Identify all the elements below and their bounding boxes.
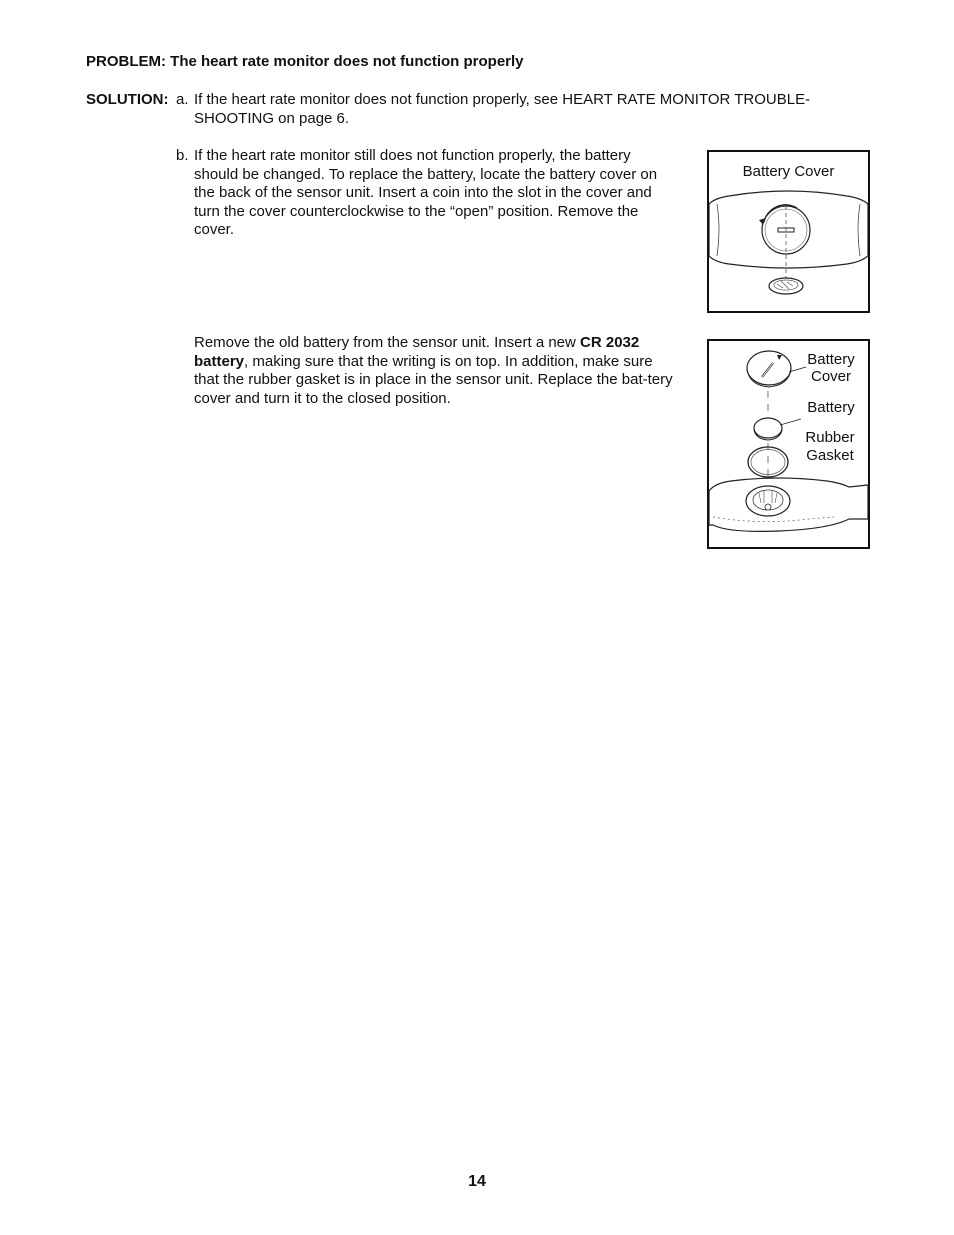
solution-item-b [176, 147, 666, 240]
text-part: , making sure that the writing is on top. In addition, make sure that the rubber gasket is in place in the sensor unit. Replace the bat-tery cover and turn it to the closed position. [194, 352, 673, 407]
battery-label: Battery [807, 399, 855, 416]
problem-heading: PROBLEM: The heart rate monitor does not function properly [86, 53, 524, 70]
battery-cover-label-line2: Cover [810, 368, 851, 385]
battery-exploded-figure [707, 339, 870, 549]
battery-cover-label: Battery Cover [742, 163, 835, 180]
sensor-unit-illustration [709, 152, 868, 311]
item-text: If the heart rate monitor does not function properly, see HEART RATE MONITOR TROUBLE-SHOOTING on page 6. [194, 91, 811, 127]
item-marker: a. [176, 91, 189, 108]
solution-label: SOLUTION: [86, 91, 169, 108]
rubber-gasket-label-line1: Rubber [805, 429, 855, 446]
battery-cover-label-line1: Battery [807, 351, 855, 368]
page-number: 14 [468, 1173, 486, 1190]
battery-replacement-text [194, 334, 676, 408]
solution-item-a [176, 91, 856, 128]
item-marker: b. [176, 147, 189, 164]
text-part: Remove the old battery from the sensor unit. Insert a new [194, 334, 581, 351]
rubber-gasket-label-line2: Gasket [806, 447, 854, 464]
item-text: If the heart rate monitor still does not function properly, the battery should be changed. To replace the battery, locate the battery cover on the back of the sensor unit. Insert a coin into the slot in the cover and turn the cover counterclockwise to the “open” position. Remove the cover. [194, 147, 658, 238]
battery-model: CR 2032 battery [194, 334, 640, 370]
battery-cover-figure [707, 150, 870, 313]
